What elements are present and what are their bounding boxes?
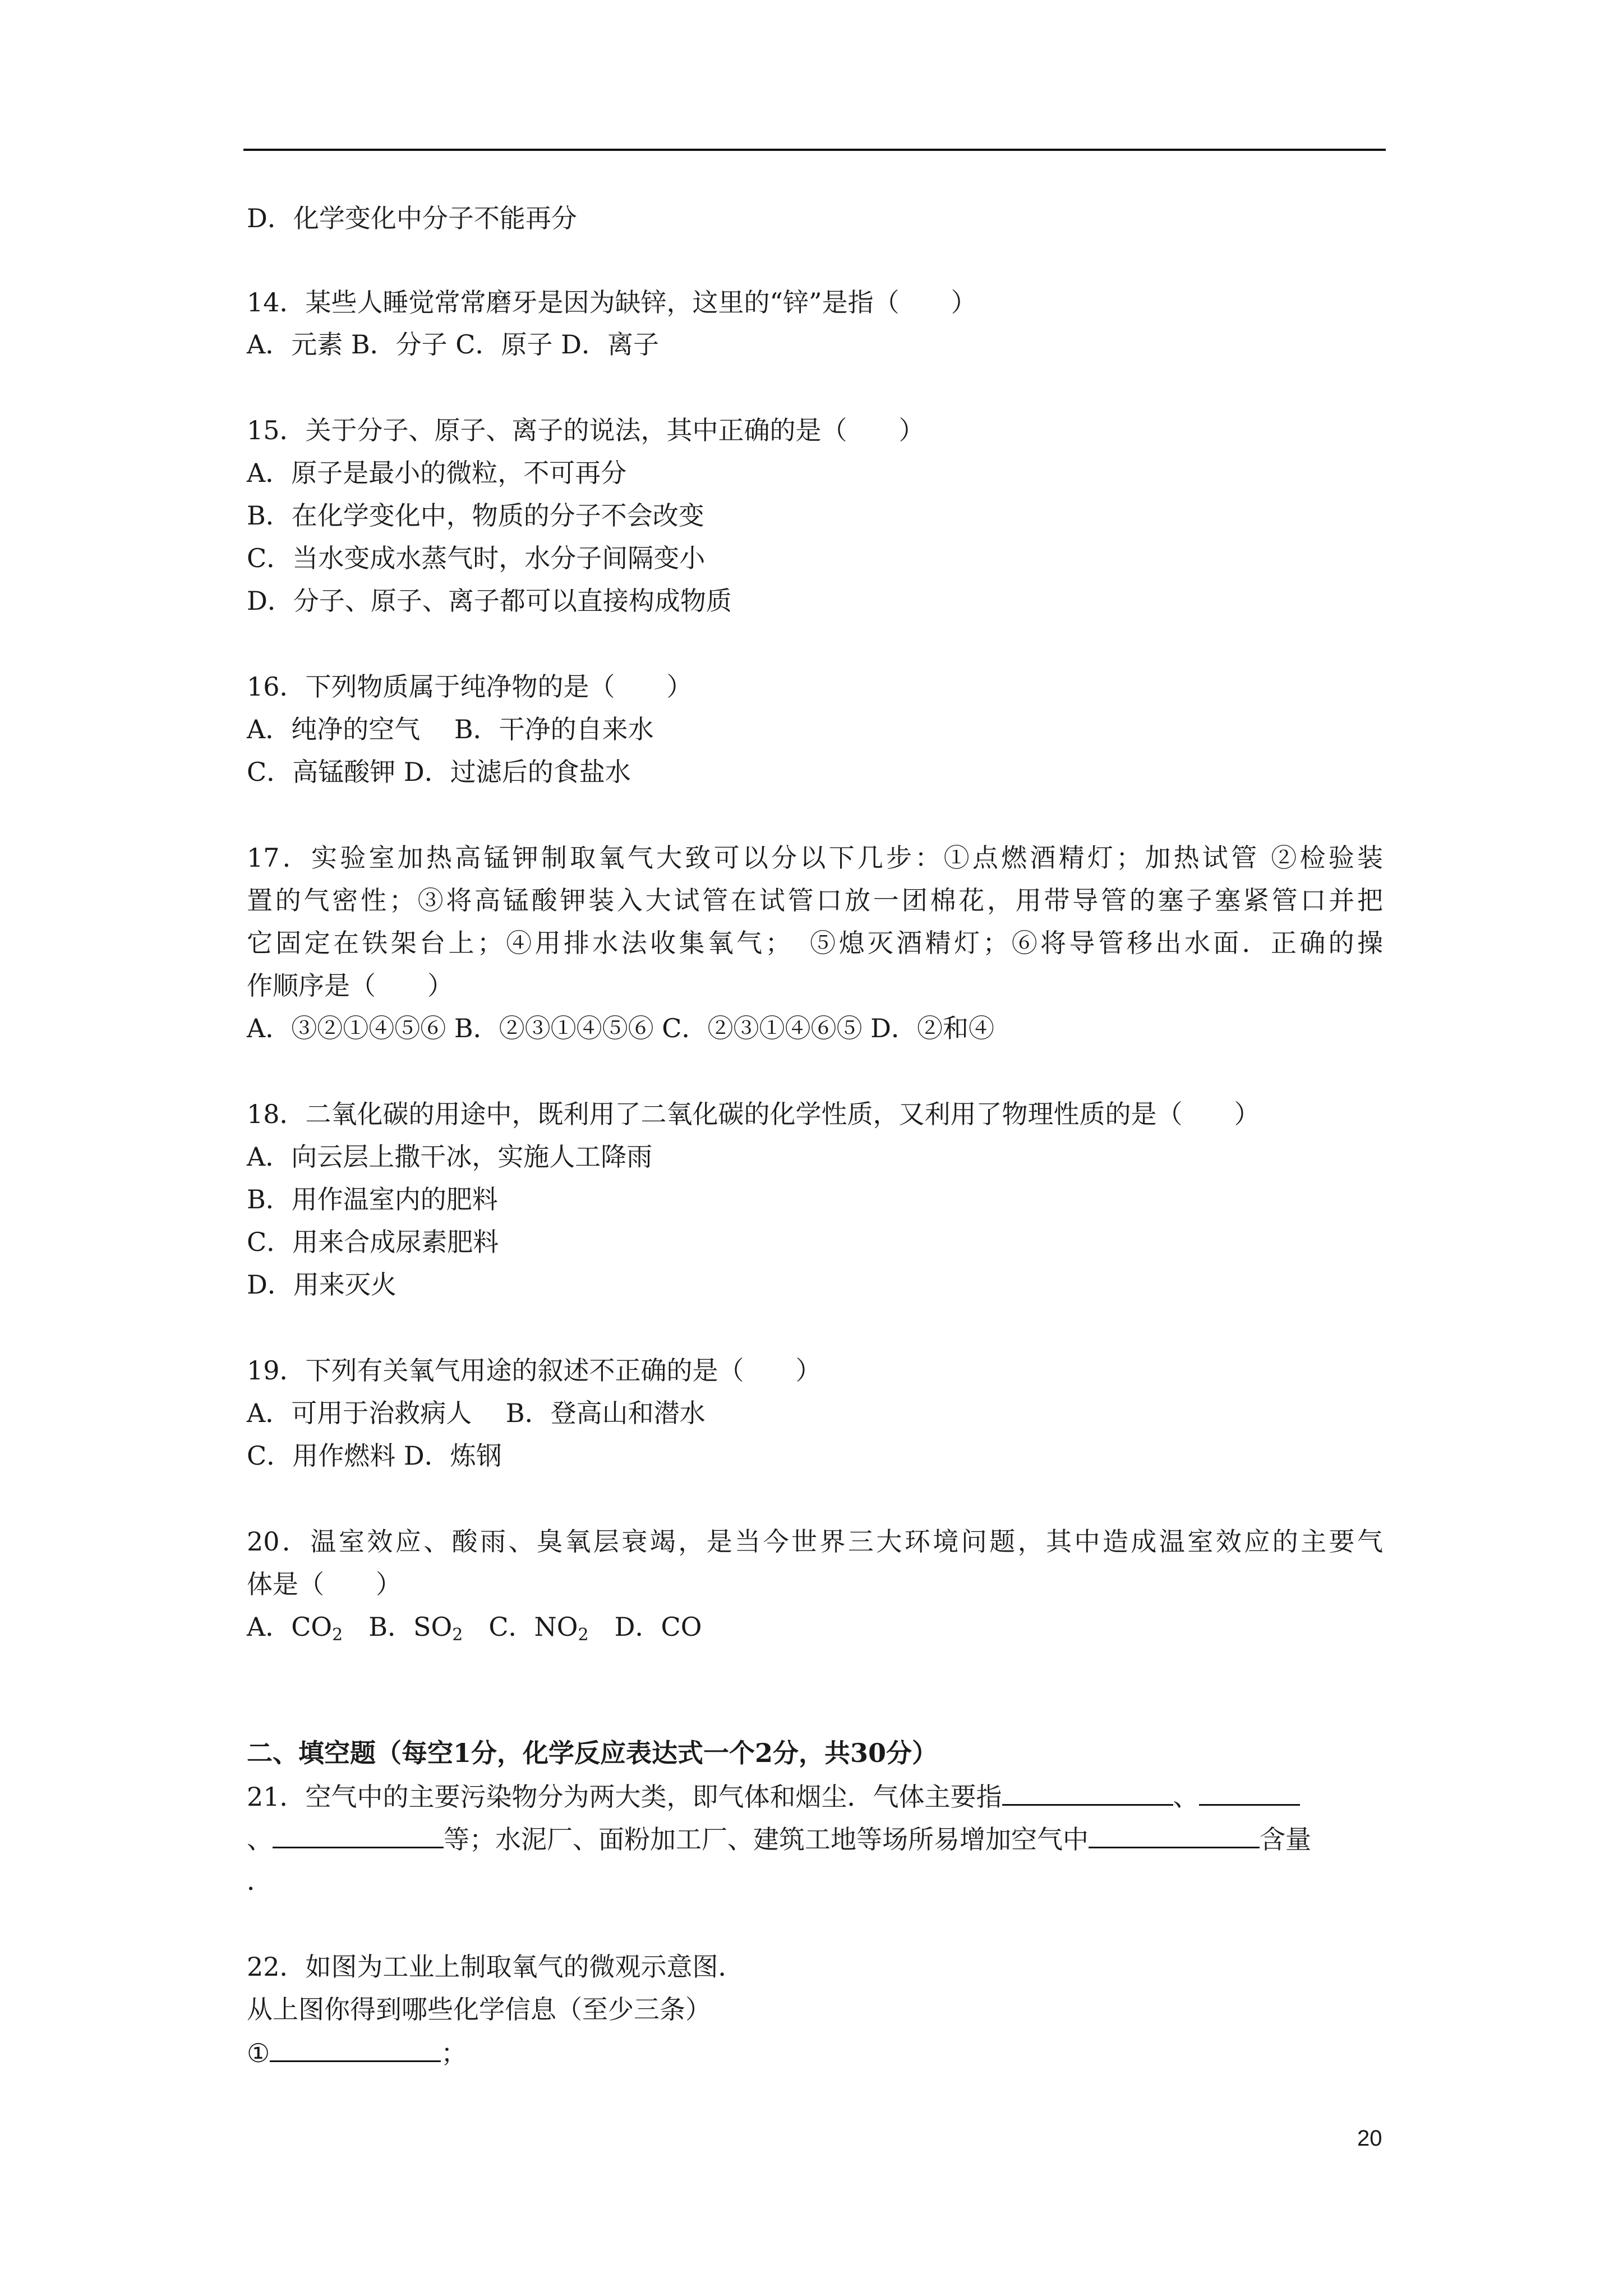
q17-stem-line-3: 它固定在铁架台上；④用排水法收集氧气； ⑤熄灭酒精灯；⑥将导管移出水面．正确的操 xyxy=(247,928,1383,958)
page-number: 20 xyxy=(1357,2126,1382,2151)
q18-option-d: D．用来灭火 xyxy=(247,1269,396,1300)
q15-stem: 15．关于分子、原子、离子的说法，其中正确的是（ ） xyxy=(247,415,925,445)
q19-stem: 19．下列有关氧气用途的叙述不正确的是（ ） xyxy=(247,1355,822,1386)
q21-blank-2[interactable] xyxy=(1199,1779,1300,1806)
q18-option-c: C．用来合成尿素肥料 xyxy=(247,1227,499,1257)
q21-blank-1[interactable] xyxy=(1002,1779,1173,1806)
q17-stem-line-1: 17．实验室加热高锰钾制取氧气大致可以分以下几步：①点燃酒精灯；加热试管 ②检验装 xyxy=(247,843,1383,873)
q20-option-a-subscript: 2 xyxy=(332,1625,343,1645)
q20-options xyxy=(247,1611,702,1643)
q15-option-d: D．分子、原子、离子都可以直接构成物质 xyxy=(247,586,732,616)
q16-options-cd: C．高锰酸钾 D．过滤后的食盐水 xyxy=(247,757,631,787)
q20-stem-line-1: 20．温室效应、酸雨、臭氧层衰竭，是当今世界三大环境问题，其中造成温室效应的主要气 xyxy=(247,1526,1383,1557)
q19-options-cd: C．用作燃料 D．炼钢 xyxy=(247,1441,502,1471)
q16-options-ab: A．纯净的空气 B．干净的自来水 xyxy=(247,714,654,744)
q21-blank-4[interactable] xyxy=(1089,1822,1260,1848)
q22-prompt: 从上图你得到哪些化学信息（至少三条） xyxy=(247,1994,711,2024)
q21-line-2-start: 、 xyxy=(247,1824,273,1855)
q20-stem-line-2: 体是（ ） xyxy=(247,1569,402,1599)
q17-stem-line-2: 置的气密性；③将高锰酸钾装入大试管在试管口放一团棉花，用带导管的塞子塞紧管口并把 xyxy=(247,885,1383,915)
q22-blank-1[interactable] xyxy=(270,2036,441,2062)
q19-options-ab: A．可用于治救病人 B．登高山和潜水 xyxy=(247,1398,706,1428)
q21-line-3: ． xyxy=(247,1866,273,1896)
section-2-heading: 二、填空题（每空1分，化学反应表达式一个2分，共30分） xyxy=(247,1738,938,1768)
q15-option-c: C．当水变成水蒸气时，水分子间隔变小 xyxy=(247,543,706,573)
q14-options: A．元素 B．分子 C．原子 D．离子 xyxy=(247,329,659,360)
q21-text-1: 21．空气中的主要污染物分为两大类，即气体和烟尘．气体主要指 xyxy=(247,1782,1002,1812)
q21-line-2-end: 含量 xyxy=(1260,1824,1311,1855)
q18-option-a: A．向云层上撒干冰，实施人工降雨 xyxy=(247,1142,653,1172)
q22-answer-1-mark: ① xyxy=(247,2038,270,2068)
q17-stem-line-4: 作顺序是（ ） xyxy=(247,970,453,1001)
q20-option-a: A．CO xyxy=(247,1612,333,1642)
q13-option-d: D．化学变化中分子不能再分 xyxy=(247,203,577,233)
q21-separator: 、 xyxy=(1173,1782,1199,1812)
q21-line-2 xyxy=(247,1822,1311,1856)
q21-line-1 xyxy=(247,1779,1383,1813)
q22-answer-1-end: ； xyxy=(441,2038,467,2068)
q17-options: A．③②①④⑤⑥ B．②③①④⑤⑥ C．②③①④⑥⑤ D．②和④ xyxy=(247,1013,994,1043)
q20-option-d: D．CO xyxy=(588,1612,702,1642)
q15-option-a: A．原子是最小的微粒，不可再分 xyxy=(247,458,627,488)
q15-option-b: B．在化学变化中，物质的分子不会改变 xyxy=(247,500,704,531)
header-rule xyxy=(243,149,1386,151)
q22-answer-1 xyxy=(247,2036,467,2069)
q14-stem: 14．某些人睡觉常常磨牙是因为缺锌，这里的“锌”是指（ ） xyxy=(247,287,977,318)
q20-option-c: C．NO xyxy=(463,1612,578,1642)
q16-stem: 16．下列物质属于纯净物的是（ ） xyxy=(247,671,693,702)
q22-stem: 22．如图为工业上制取氧气的微观示意图． xyxy=(247,1952,744,1982)
q20-option-b-subscript: 2 xyxy=(452,1625,463,1645)
q18-stem: 18．二氧化碳的用途中，既利用了二氧化碳的化学性质，又利用了物理性质的是（ ） xyxy=(247,1099,1260,1129)
q20-option-b: B．SO xyxy=(343,1612,453,1642)
q20-option-c-subscript: 2 xyxy=(578,1625,589,1645)
q18-option-b: B．用作温室内的肥料 xyxy=(247,1184,498,1214)
q21-blank-3[interactable] xyxy=(273,1822,444,1848)
q21-line-2-mid: 等；水泥厂、面粉加工厂、建筑工地等场所易增加空气中 xyxy=(444,1824,1089,1855)
